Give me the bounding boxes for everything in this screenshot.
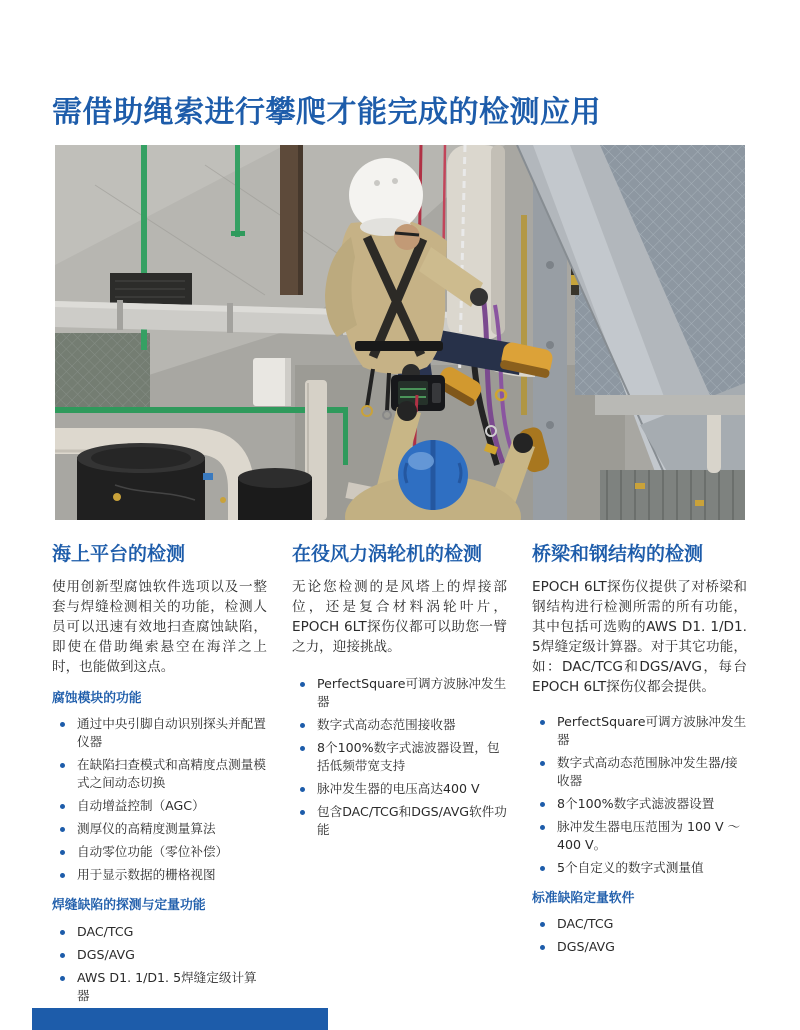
list-item xyxy=(540,754,747,790)
feature-list xyxy=(52,923,267,1005)
bullet-icon xyxy=(60,873,65,878)
bullet-text: DAC/TCG xyxy=(557,916,614,932)
list-item xyxy=(60,843,267,861)
feature-list xyxy=(292,675,507,839)
column-heading: 在役风力涡轮机的检测 xyxy=(292,543,483,565)
bullet-text: 脉冲发生器电压范围为 100 V ～ 400 V。 xyxy=(557,818,741,852)
bullet-text: 8个100%数字式滤波器设置，包括低频带宽支持 xyxy=(317,739,500,773)
bullet-text: PerfectSquare可调方波脉冲发生器 xyxy=(557,713,747,747)
list-item xyxy=(60,969,267,1005)
column-intro: 使用创新型腐蚀软件选项以及一整套与焊缝检测相关的功能，检测人员可以迅速有效地扫查腐蚀缺陷，即使在借助绳索悬空在海洋之上时，也能做到这点。 xyxy=(52,578,267,675)
bullet-text: 通过中央引脚自动识别探头并配置仪器 xyxy=(77,716,266,750)
bullet-text: 在缺陷扫查模式和高精度点测量模式之间动态切换 xyxy=(77,757,266,791)
bullet-text: 自动零位功能（零位补偿） xyxy=(77,844,229,860)
bullet-icon xyxy=(300,723,305,728)
column-offshore-platform xyxy=(52,543,267,1010)
column-heading: 海上平台的检测 xyxy=(52,543,186,565)
list-item xyxy=(60,715,267,751)
bullet-text: 自动增益控制（AGC） xyxy=(77,798,205,814)
bullet-icon xyxy=(60,722,65,727)
page-title: 需借助绳索进行攀爬才能完成的检测应用 xyxy=(52,95,601,131)
column-bridge-steel xyxy=(532,543,747,1010)
bullet-icon xyxy=(60,763,65,768)
feature-subheading: 腐蚀模块的功能 xyxy=(52,690,142,706)
hero-photo xyxy=(55,145,745,520)
bullet-text: PerfectSquare可调方波脉冲发生器 xyxy=(317,675,507,709)
list-item xyxy=(60,820,267,838)
feature-columns xyxy=(52,543,748,1010)
bullet-icon xyxy=(300,810,305,815)
bullet-text: DAC/TCG xyxy=(77,924,134,939)
bullet-text: 5个自定义的数字式测量值 xyxy=(557,859,704,875)
feature-list xyxy=(532,915,747,956)
bullet-icon xyxy=(540,866,545,871)
feature-subheading: 焊缝缺陷的探测与定量功能 xyxy=(52,898,206,914)
feature-list xyxy=(532,713,747,877)
bullet-icon xyxy=(300,787,305,792)
list-item xyxy=(300,675,507,711)
bullet-text: 8个100%数字式滤波器设置 xyxy=(557,795,715,811)
bullet-text: 包含DAC/TCG和DGS/AVG软件功能 xyxy=(317,803,507,837)
list-item xyxy=(300,739,507,775)
bullet-icon xyxy=(60,976,65,981)
feature-list xyxy=(52,715,267,884)
bullet-icon xyxy=(540,761,545,766)
list-item xyxy=(540,818,747,854)
feature-subheading: 标准缺陷定量软件 xyxy=(532,890,635,906)
bullet-icon xyxy=(60,953,65,958)
bullet-icon xyxy=(300,746,305,751)
list-item xyxy=(300,780,507,798)
bullet-text: 数字式高动态范围接收器 xyxy=(317,716,456,732)
list-item xyxy=(60,797,267,815)
bullet-text: 用于显示数据的栅格视图 xyxy=(77,867,216,883)
list-item xyxy=(540,713,747,749)
bullet-text: 测厚仪的高精度测量算法 xyxy=(77,821,216,837)
bullet-text: 脉冲发生器的电压高达400 V xyxy=(317,780,480,796)
bullet-text: DGS/AVG xyxy=(557,939,615,955)
bullet-icon xyxy=(540,922,545,927)
bullet-text: 数字式高动态范围脉冲发生器/接收器 xyxy=(557,754,738,788)
bullet-icon xyxy=(300,682,305,687)
list-item xyxy=(540,938,747,956)
list-item xyxy=(60,923,267,941)
bullet-text: AWS D1. 1/D1. 5焊缝定级计算器 xyxy=(77,970,257,1003)
footer-accent-bar xyxy=(32,1008,328,1030)
list-item xyxy=(60,946,267,964)
column-intro: 无论您检测的是风塔上的焊接部位，还是复合材料涡轮叶片，EPOCH 6LT探伤仪都可以助您一臂之力，迎接挑战。 xyxy=(292,578,507,655)
bullet-icon xyxy=(540,720,545,725)
column-intro: EPOCH 6LT探伤仪提供了对桥梁和钢结构进行检测所需的所有功能，其中包括可选购的AWS D1. 1/D1. 5焊缝定级计算器。对于其它功能，如：DAC/TCG和DGS/AVG，每台 EPOCH 6LT探伤仪都会提供。 xyxy=(532,578,747,695)
list-item xyxy=(60,866,267,884)
list-item xyxy=(540,915,747,933)
column-heading: 桥梁和钢结构的检测 xyxy=(532,543,704,565)
list-item xyxy=(540,795,747,813)
bullet-icon xyxy=(60,930,65,935)
bullet-icon xyxy=(540,802,545,807)
list-item xyxy=(60,756,267,792)
bullet-text: DGS/AVG xyxy=(77,947,135,962)
bullet-icon xyxy=(60,850,65,855)
bullet-icon xyxy=(540,825,545,830)
list-item xyxy=(540,859,747,877)
rope-access-inspection-photo xyxy=(55,145,745,520)
column-wind-turbine xyxy=(292,543,507,1010)
bullet-icon xyxy=(60,827,65,832)
list-item xyxy=(300,716,507,734)
bullet-icon xyxy=(60,804,65,809)
list-item xyxy=(300,803,507,839)
bullet-icon xyxy=(540,945,545,950)
